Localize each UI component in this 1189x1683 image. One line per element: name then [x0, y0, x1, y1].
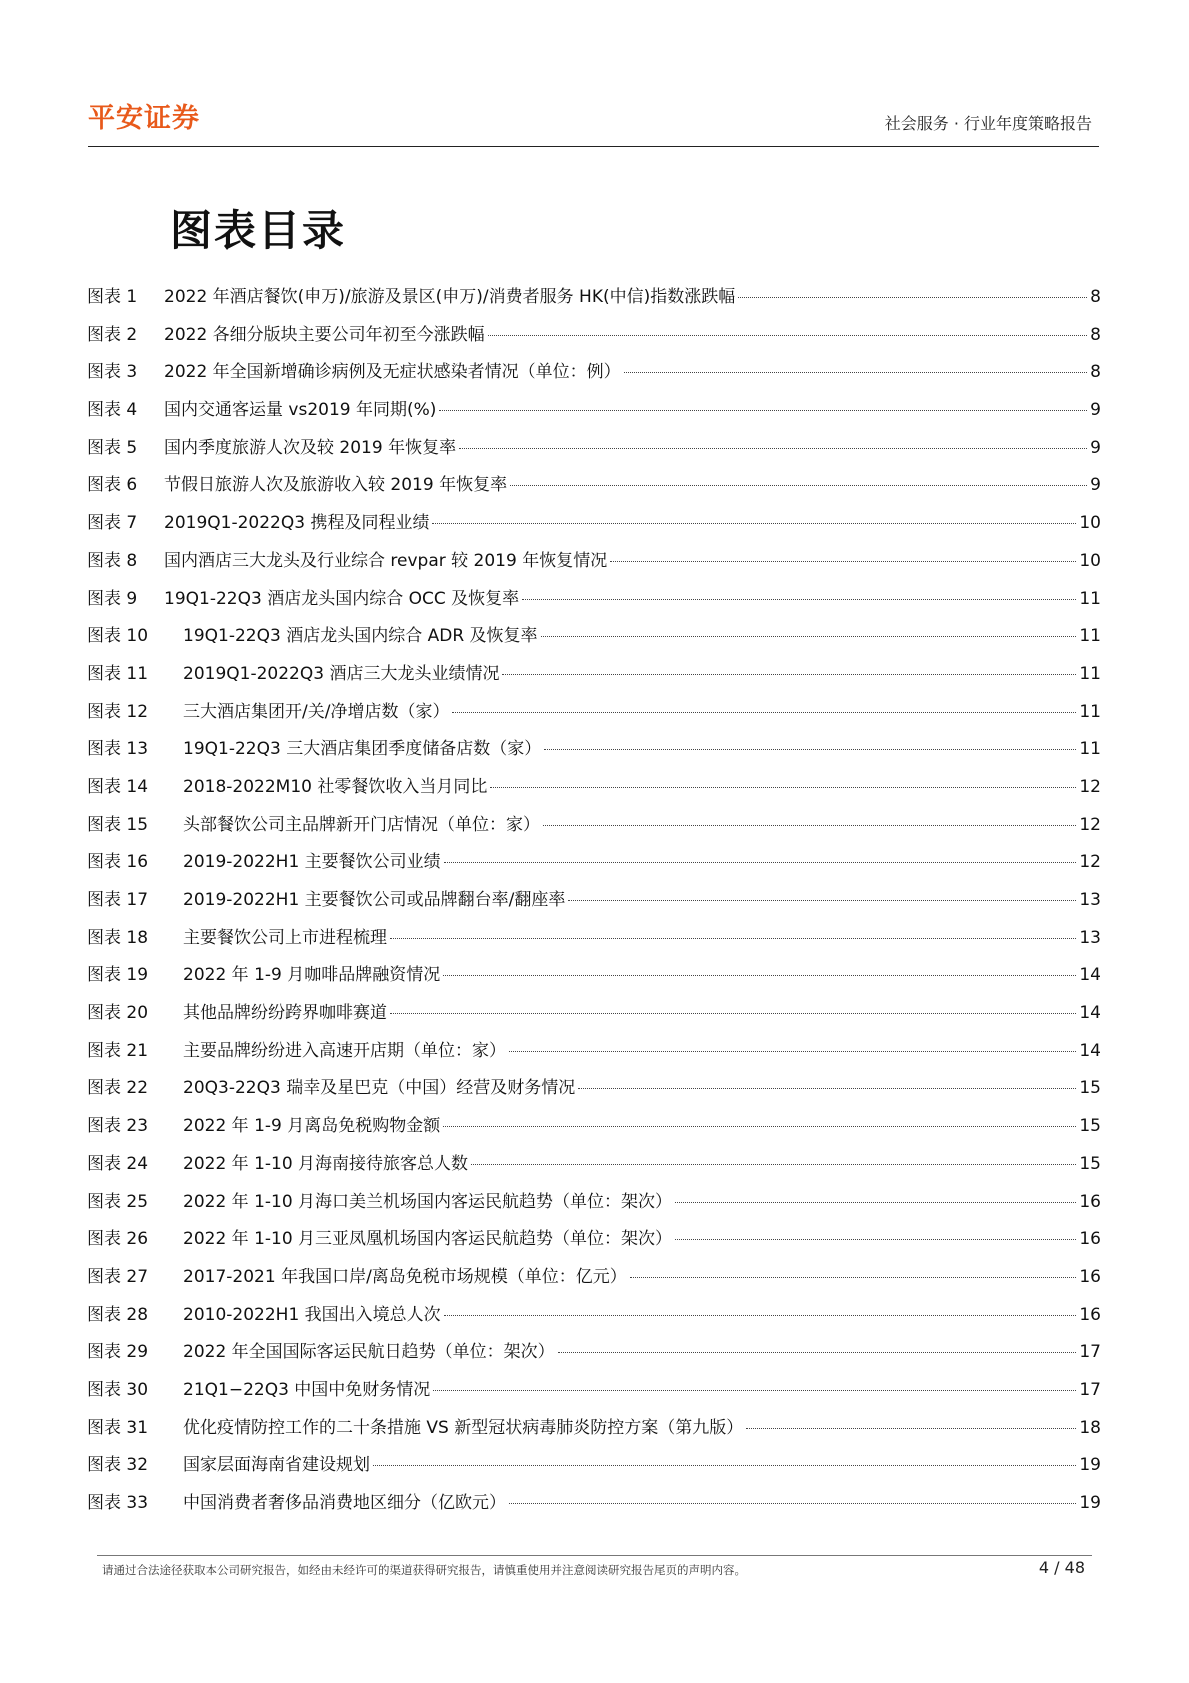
- toc-entry[interactable]: [87, 621, 1101, 659]
- toc-entry-title: 2022 年全国新增确诊病例及无症状感染者情况（单位：例）: [164, 362, 621, 383]
- toc-entry-number: 图表 20: [87, 1003, 149, 1024]
- toc-entry[interactable]: [87, 546, 1101, 584]
- toc-entry-page: 16: [1079, 1266, 1101, 1287]
- toc-entry-page: 12: [1079, 814, 1101, 835]
- toc-entry-title: 2010-2022H1 我国出入境总人次: [183, 1304, 441, 1325]
- toc-entry-number: 图表 9: [87, 588, 138, 609]
- header-divider: [88, 146, 1099, 147]
- toc-entry-number: 图表 27: [87, 1266, 149, 1287]
- toc-entry-title: 2022 年酒店餐饮(申万)/旅游及景区(申万)/消费者服务 HK(中信)指数涨跌幅: [164, 287, 736, 307]
- toc-entry[interactable]: [87, 1488, 1101, 1526]
- toc-leader-dots: [509, 1050, 1076, 1052]
- toc-entry-page: 10: [1079, 550, 1101, 571]
- toc-entry[interactable]: [87, 810, 1101, 848]
- toc-entry-page: 11: [1079, 588, 1101, 609]
- toc-entry-title: 2019-2022H1 主要餐饮公司业绩: [183, 852, 441, 873]
- footer-disclaimer: 请通过合法途径获取本公司研究报告，如经由未经许可的渠道获得研究报告，请慎重使用并注意阅读研究报告尾页的声明内容。: [102, 1563, 746, 1577]
- toc-entry[interactable]: [87, 1262, 1101, 1300]
- toc-entry-title: 2019Q1-2022Q3 携程及同程业绩: [164, 513, 430, 534]
- toc-entry-number: 图表 19: [87, 965, 149, 986]
- toc-entry[interactable]: [87, 1149, 1101, 1187]
- toc-entry[interactable]: [87, 1073, 1101, 1111]
- toc-entry-title: 节假日旅游人次及旅游收入较 2019 年恢复率: [164, 475, 508, 496]
- toc-leader-dots: [568, 899, 1076, 901]
- toc-leader-dots: [444, 1314, 1077, 1316]
- toc-leader-dots: [488, 334, 1088, 336]
- toc-entry-number: 图表 1: [87, 287, 138, 307]
- toc-entry[interactable]: [87, 1450, 1101, 1488]
- footer-divider: [97, 1555, 1092, 1556]
- toc-leader-dots: [558, 1351, 1077, 1353]
- toc-entry-page: 11: [1079, 701, 1101, 722]
- toc-entry[interactable]: [87, 470, 1101, 508]
- toc-entry-page: 13: [1079, 890, 1101, 910]
- toc-entry[interactable]: [87, 282, 1101, 320]
- toc-entry-number: 图表 31: [87, 1417, 149, 1438]
- toc-entry-page: 18: [1079, 1417, 1101, 1438]
- toc-entry-title: 国家层面海南省建设规划: [183, 1455, 370, 1476]
- toc-entry-title: 19Q1-22Q3 酒店龙头国内综合 OCC 及恢复率: [164, 588, 520, 609]
- toc-entry[interactable]: [87, 998, 1101, 1036]
- toc-entry-page: 13: [1079, 927, 1101, 948]
- toc-entry-page: 17: [1079, 1379, 1101, 1400]
- toc-leader-dots: [373, 1464, 1076, 1466]
- report-type: 社会服务 · 行业年度策略报告: [884, 114, 1092, 133]
- toc-leader-dots: [610, 560, 1076, 562]
- toc-entry-number: 图表 15: [87, 814, 149, 835]
- toc-entry-number: 图表 4: [87, 400, 138, 421]
- toc-entry-number: 图表 22: [87, 1078, 149, 1099]
- toc-leader-dots: [390, 937, 1076, 939]
- toc-entry-number: 图表 24: [87, 1153, 149, 1174]
- toc-entry-number: 图表 18: [87, 927, 149, 948]
- company-logo: 平安证券: [88, 103, 200, 134]
- toc-entry-page: 14: [1079, 1003, 1101, 1024]
- toc-entry-title: 国内季度旅游人次及较 2019 年恢复率: [164, 437, 457, 458]
- page-indicator: 4 / 48: [1038, 1558, 1085, 1577]
- toc-leader-dots: [746, 1427, 1076, 1429]
- toc-entry-title: 国内交通客运量 vs2019 年同期(%): [164, 400, 437, 421]
- toc-leader-dots: [578, 1087, 1076, 1089]
- toc-entry-number: 图表 7: [87, 513, 138, 534]
- toc-entry[interactable]: [87, 395, 1101, 433]
- toc-entry-title: 19Q1-22Q3 三大酒店集团季度储备店数（家）: [183, 739, 542, 760]
- toc-entry-title: 主要品牌纷纷进入高速开店期（单位：家）: [183, 1040, 506, 1061]
- toc-entry[interactable]: [87, 1300, 1101, 1338]
- toc-entry-page: 15: [1079, 1116, 1101, 1137]
- toc-entry-page: 19: [1079, 1455, 1101, 1476]
- toc-entry-title: 2022 年全国国际客运民航日趋势（单位：架次）: [183, 1342, 555, 1363]
- toc-leader-dots: [544, 748, 1076, 750]
- toc-entry-number: 图表 25: [87, 1191, 149, 1212]
- toc-entry-number: 图表 30: [87, 1379, 149, 1400]
- toc-leader-dots: [675, 1238, 1076, 1240]
- toc-entry-title: 21Q1−22Q3 中国中免财务情况: [183, 1379, 431, 1400]
- toc-entry-number: 图表 26: [87, 1229, 149, 1250]
- toc-entry-number: 图表 21: [87, 1040, 149, 1061]
- toc-leader-dots: [490, 786, 1076, 788]
- toc-entry-number: 图表 6: [87, 475, 138, 496]
- toc-entry-page: 17: [1079, 1342, 1101, 1363]
- toc-entry-page: 15: [1079, 1078, 1101, 1099]
- toc-leader-dots: [390, 1012, 1076, 1014]
- toc-entry[interactable]: [87, 320, 1101, 358]
- toc-entry-page: 11: [1079, 739, 1101, 760]
- toc-leader-dots: [624, 371, 1088, 373]
- toc-entry-page: 12: [1079, 852, 1101, 873]
- toc-entry[interactable]: [87, 1413, 1101, 1451]
- toc-entry-number: 图表 8: [87, 550, 138, 571]
- toc-entry-page: 19: [1079, 1493, 1101, 1513]
- toc-leader-dots: [738, 296, 1087, 298]
- toc-entry-title: 头部餐饮公司主品牌新开门店情况（单位：家）: [183, 814, 540, 835]
- toc-entry-title: 2018-2022M10 社零餐饮收入当月同比: [183, 776, 488, 797]
- toc-entry-number: 图表 2: [87, 324, 138, 345]
- toc-entry[interactable]: [87, 1337, 1101, 1375]
- toc-leader-dots: [509, 1502, 1076, 1504]
- toc-leader-dots: [541, 635, 1077, 637]
- toc-entry-title: 中国消费者奢侈品消费地区细分（亿欧元）: [183, 1493, 506, 1513]
- toc-entry-page: 16: [1079, 1304, 1101, 1325]
- toc-entry-title: 19Q1-22Q3 酒店龙头国内综合 ADR 及恢复率: [183, 626, 538, 647]
- toc-entry-title: 2017-2021 年我国口岸/离岛免税市场规模（单位：亿元）: [183, 1266, 627, 1287]
- toc-entry-number: 图表 17: [87, 890, 149, 910]
- toc-entry-number: 图表 11: [87, 663, 149, 684]
- toc-entry-number: 图表 32: [87, 1455, 149, 1476]
- toc-entry[interactable]: [87, 1375, 1101, 1413]
- toc-entry-title: 2022 年 1-10 月三亚凤凰机场国内客运民航趋势（单位：架次）: [183, 1229, 673, 1250]
- toc-entry[interactable]: [87, 885, 1101, 923]
- toc-entry-title: 三大酒店集团开/关/净增店数（家）: [183, 701, 450, 722]
- toc-entry[interactable]: [87, 847, 1101, 885]
- toc-entry-page: 14: [1079, 1040, 1101, 1061]
- toc-entry-title: 2022 年 1-9 月离岛免税购物金额: [183, 1116, 441, 1137]
- toc-leader-dots: [510, 484, 1087, 486]
- toc-entry-page: 8: [1090, 362, 1101, 383]
- toc-entry[interactable]: [87, 772, 1101, 810]
- toc-leader-dots: [459, 447, 1087, 449]
- toc-leader-dots: [439, 409, 1087, 411]
- toc-leader-dots: [443, 974, 1076, 976]
- toc-leader-dots: [543, 824, 1076, 826]
- toc-entry-page: 14: [1079, 965, 1101, 986]
- toc-leader-dots: [502, 673, 1076, 675]
- toc-entry[interactable]: [87, 1036, 1101, 1074]
- toc-entry-title: 2019-2022H1 主要餐饮公司或品牌翻台率/翻座率: [183, 890, 566, 910]
- toc-entry-number: 图表 23: [87, 1116, 149, 1137]
- page-title: 图表目录: [170, 206, 347, 255]
- toc-entry-page: 9: [1090, 400, 1101, 421]
- toc-entry[interactable]: [87, 1111, 1101, 1149]
- toc-entry-number: 图表 28: [87, 1304, 149, 1325]
- toc-entry-page: 16: [1079, 1229, 1101, 1250]
- toc-entry[interactable]: [87, 1187, 1101, 1225]
- toc-entry[interactable]: [87, 433, 1101, 471]
- toc-entry-page: 9: [1090, 437, 1101, 458]
- toc-entry-title: 2019Q1-2022Q3 酒店三大龙头业绩情况: [183, 663, 500, 684]
- toc-entry-title: 主要餐饮公司上市进程梳理: [183, 927, 387, 948]
- toc-entry-number: 图表 5: [87, 437, 138, 458]
- toc-entry-number: 图表 29: [87, 1342, 149, 1363]
- toc-entry-number: 图表 16: [87, 852, 149, 873]
- toc-entry[interactable]: [87, 960, 1101, 998]
- toc-entry[interactable]: [87, 508, 1101, 546]
- toc-leader-dots: [432, 522, 1076, 524]
- toc-entry[interactable]: [87, 584, 1101, 622]
- toc-entry-title: 20Q3-22Q3 瑞幸及星巴克（中国）经营及财务情况: [183, 1078, 576, 1099]
- toc-entry-number: 图表 10: [87, 626, 149, 647]
- toc-entry-page: 16: [1079, 1191, 1101, 1212]
- toc-leader-dots: [630, 1276, 1077, 1278]
- toc-entry[interactable]: [87, 357, 1101, 395]
- toc-leader-dots: [443, 1125, 1076, 1127]
- toc-entry-title: 优化疫情防控工作的二十条措施 VS 新型冠状病毒肺炎防控方案（第九版）: [183, 1417, 744, 1438]
- toc-entry-number: 图表 12: [87, 701, 149, 722]
- toc-entry-page: 8: [1090, 324, 1101, 345]
- toc-entry-page: 11: [1079, 626, 1101, 647]
- toc-entry-page: 8: [1090, 287, 1101, 307]
- toc-leader-dots: [444, 861, 1077, 863]
- toc-entry-title: 其他品牌纷纷跨界咖啡赛道: [183, 1003, 387, 1024]
- toc-entry-page: 11: [1079, 663, 1101, 684]
- toc-entry[interactable]: [87, 1224, 1101, 1262]
- toc-entry-title: 2022 各细分版块主要公司年初至今涨跌幅: [164, 324, 485, 345]
- toc-entry-number: 图表 3: [87, 362, 138, 383]
- toc-entry[interactable]: [87, 923, 1101, 961]
- toc-entry-title: 国内酒店三大龙头及行业综合 revpar 较 2019 年恢复情况: [164, 550, 608, 571]
- toc-entry-page: 15: [1079, 1153, 1101, 1174]
- table-of-figures: [87, 282, 1101, 1526]
- toc-leader-dots: [452, 711, 1076, 713]
- toc-entry-page: 10: [1079, 513, 1101, 534]
- toc-leader-dots: [522, 598, 1076, 600]
- toc-entry[interactable]: [87, 697, 1101, 735]
- toc-leader-dots: [433, 1389, 1076, 1391]
- toc-entry-title: 2022 年 1-10 月海南接待旅客总人数: [183, 1153, 469, 1174]
- toc-entry-title: 2022 年 1-9 月咖啡品牌融资情况: [183, 965, 441, 986]
- toc-leader-dots: [471, 1163, 1076, 1165]
- toc-entry-page: 9: [1090, 475, 1101, 496]
- toc-entry[interactable]: [87, 659, 1101, 697]
- toc-entry-number: 图表 14: [87, 776, 149, 797]
- toc-entry-page: 12: [1079, 776, 1101, 797]
- toc-entry-number: 图表 33: [87, 1493, 149, 1513]
- toc-entry-title: 2022 年 1-10 月海口美兰机场国内客运民航趋势（单位：架次）: [183, 1191, 673, 1212]
- toc-entry[interactable]: [87, 734, 1101, 772]
- toc-entry-number: 图表 13: [87, 739, 149, 760]
- toc-leader-dots: [675, 1201, 1076, 1203]
